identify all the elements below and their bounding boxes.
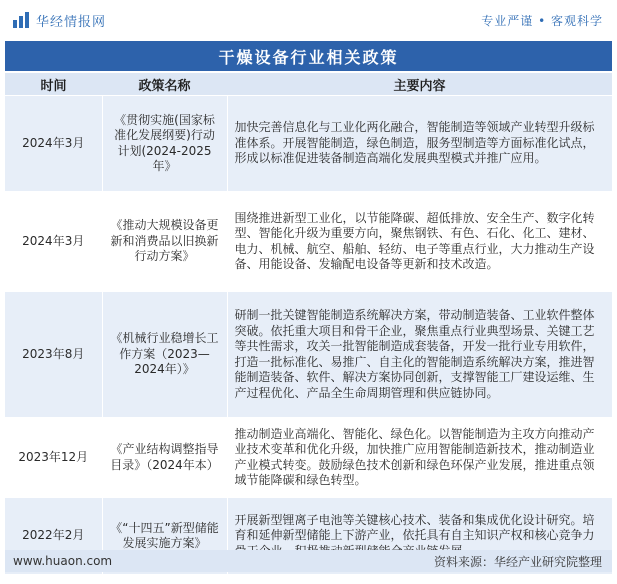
row-content: 开展新型锂离子电池等关键核心技术、装备和集成优化设计研究。培育和延伸新型储能上下游产业，依托具有自主知识产权和核心竞争力 [227, 498, 612, 575]
row-time: 2023年12月 [5, 418, 102, 498]
row-policy-name: 《产业结构调整指导目录》（2024年本） [102, 418, 227, 498]
column-header-name: 政策名称 [102, 73, 227, 96]
brand-name: 华经情报网 [36, 14, 107, 30]
table-row [5, 192, 612, 292]
row-policy-name: 《推动大规模设备更新和消费品以旧换新行动方案》 [102, 192, 227, 292]
row-content: 加快完善信息化与工业化两化融合，智能制造等领域产业转型升级标准体系。开展智能制造，绿色制造，服务型制造等方面标准化试点，形成以标准促进装备制造高端化发展典型模式并推广应用。 [227, 96, 612, 192]
page-footer [5, 550, 612, 572]
page-header [0, 0, 617, 40]
row-time: 2022年2月 [5, 498, 102, 575]
row-content: 围绕推进新型工业化，以节能降碳、超低排放、安全生产、数字化转型、智能化升级为重要方向，聚焦钢铁、有色、石化、化工、建材、电力、机械、航空、船舶、轻纺、电子等重点行业，大力推动生产设备、用能设备、发输配电设备等更新和技术改造。 [227, 192, 612, 292]
page-title: 干燥设备行业相关政策 [5, 41, 612, 71]
row-time: 2024年3月 [5, 96, 102, 192]
column-header-content: 主要内容 [227, 73, 612, 96]
footer-source: 资料来源：华经产业研究院整理 [433, 554, 602, 569]
table-row [5, 96, 612, 192]
row-policy-name: 《“十四五”新型储能发展实施方案》 [102, 498, 227, 575]
table-header-row [5, 73, 612, 96]
footer-url-link[interactable]: www.huaon.com [13, 554, 113, 568]
policy-table [5, 73, 612, 575]
brand[interactable] [12, 11, 106, 30]
row-content: 推动制造业高端化、智能化、绿色化。以智能制造为主攻方向推动产业技术变革和优化升级，加快推广应用智能制造新技术，推动制造业产业模式转变。鼓励绿色技术创新和绿色环保产业发展，推进重点领域节能降碳和绿色转型。 [227, 418, 612, 498]
row-policy-name: 《机械行业稳增长工作方案（2023—2024年）》 [102, 292, 227, 418]
table-row [5, 292, 612, 418]
column-header-time: 时间 [5, 73, 102, 96]
table-row [5, 418, 612, 498]
row-time: 2024年3月 [5, 192, 102, 292]
slogan: 专业严谨 • 客观科学 [481, 13, 603, 28]
row-content: 研制一批关键智能制造系统解决方案，带动制造装备、工业软件整体突破。依托重大项目和骨干企业，聚焦重点行业典型场景、关键工艺等共性需求，攻关一批智能制造成套装备，开发一批行业专用软件，打造一批标准化、易推广、自主化的智能制造系统解决方案，推进智能制造装备、软件、解决方案协同创新，支撑智能工厂建设运维、生产过程优化、产品全生命周期管理和供应链协同。 [227, 292, 612, 418]
row-policy-name: 《贯彻实施(国家标准化发展纲要)行动计划(2024-2025年》 [102, 96, 227, 192]
bar-chart-logo-icon [12, 11, 30, 29]
row-time: 2023年8月 [5, 292, 102, 418]
